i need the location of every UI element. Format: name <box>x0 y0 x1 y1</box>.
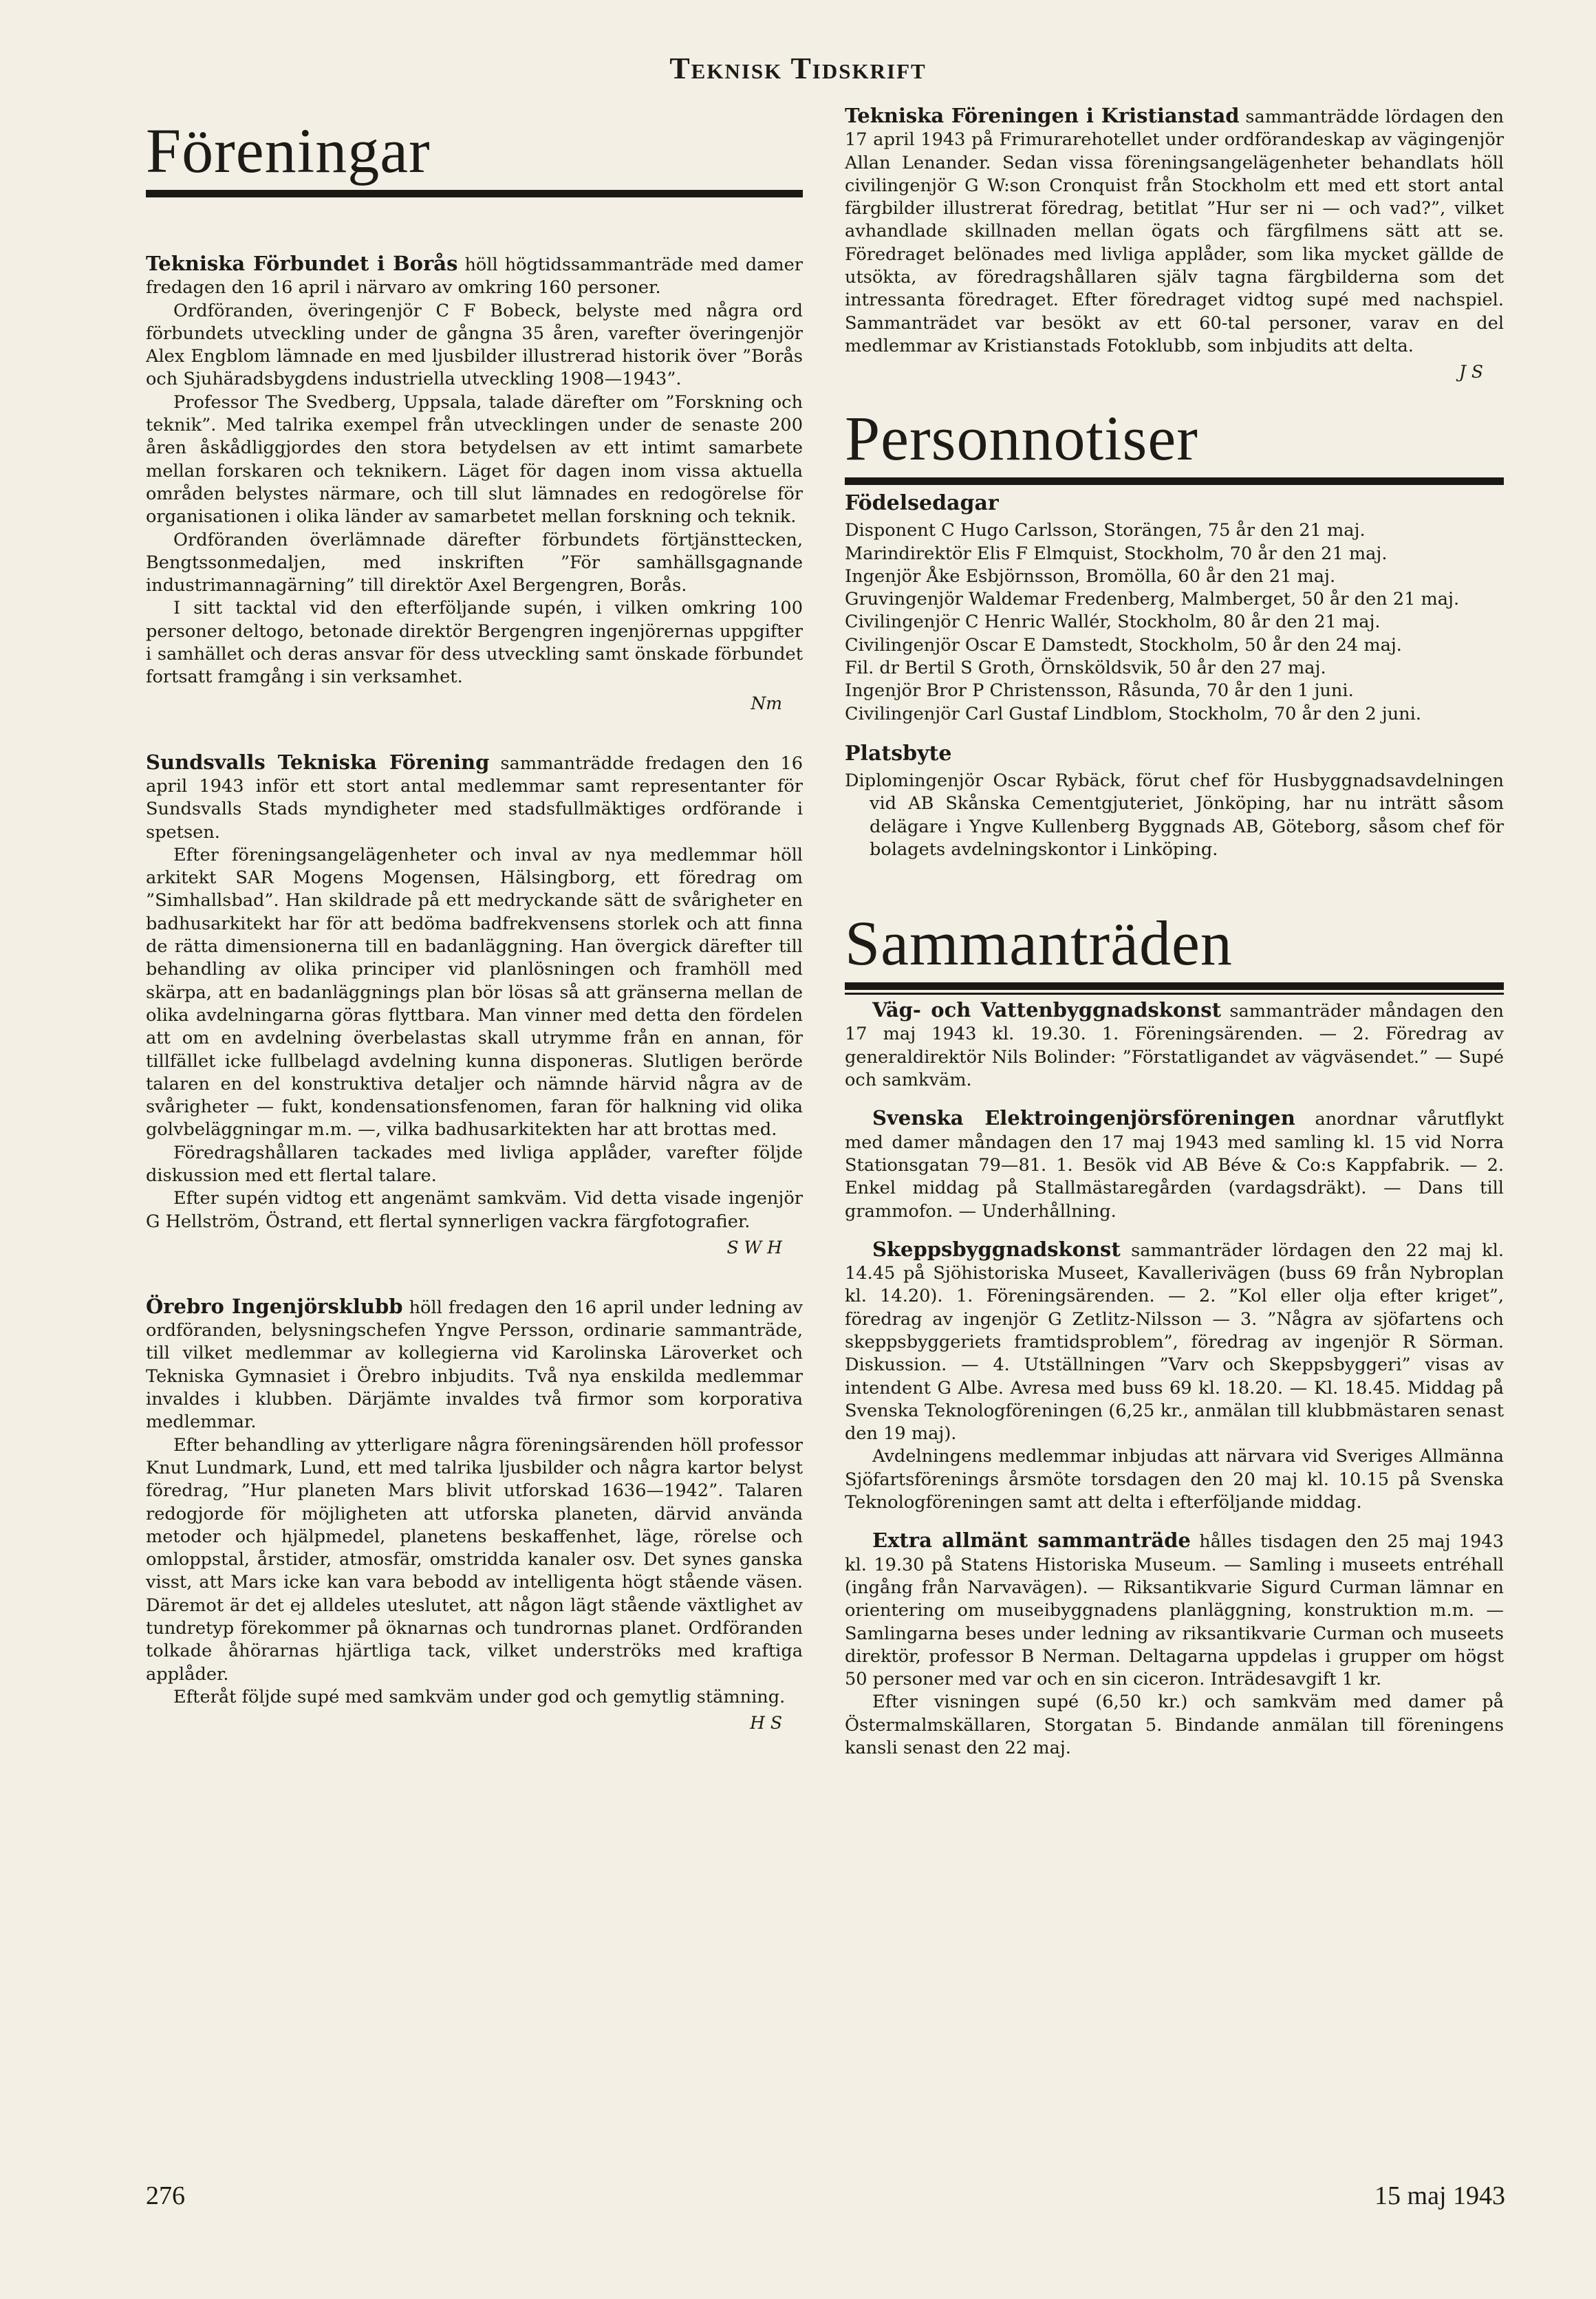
section-heading-personnotiser: Personnotiser <box>845 403 1198 474</box>
birthday-entry: Ingenjör Bror P Christensson, Råsunda, 70 år den 1 juni. <box>845 680 1354 702</box>
article-paragraph: Professor The Svedberg, Uppsala, talade därefter om ”Forskning och teknik”. Med talrika exempel från utvecklingen under de senaste 200 åren åskådliggjordes den stora betydelsen av ett intimt samarbete mellan forskaren och teknikern. Läget för dagen inom vissa aktuella områden belystes närmare, och till slut lämnades en redogörelse för organisationen i olika länder av samarbetet mellan forskning och teknik. <box>146 391 803 528</box>
organization-name: Väg- och Vattenbyggnadskonst <box>872 998 1222 1022</box>
article-kristianstad <box>845 105 1504 384</box>
article-paragraph: Ordföranden, överingenjör C F Bobeck, belyste med några ord förbundets utveckling under de gångna 35 åren, varefter överingenjör Alex Engblom lämnade en med ljusbilder illustrerad historik över ”Borås och Sjuhäradsbygdens industriella utveckling 1908—1943”. <box>146 300 803 390</box>
article-sundsvall <box>146 751 803 1260</box>
issue-date: 15 maj 1943 <box>1374 2181 1505 2210</box>
job-change-section <box>845 741 1504 861</box>
organization-name: Skeppsbyggnadskonst <box>872 1237 1121 1261</box>
heading-rule <box>146 190 803 197</box>
heading-rule-thin <box>845 993 1504 995</box>
journal-title: Teknisk Tidskrift <box>669 52 927 85</box>
birthdays-title: Födelsedagar <box>845 491 999 516</box>
meeting-extra <box>845 1529 1504 1760</box>
heading-rule <box>845 982 1504 990</box>
article-paragraph: Efter behandling av ytterligare några föreningsärenden höll professor Knut Lundmark, Lund, ett med talrika ljusbilder och några kartor belyst föredrag, ”Hur planeten Mars blivit utforskad 1636—1942”. Talaren redogjorde för möjligheten att utforska planeten, därvid använda metoder och hjälpmedel, planetens beskaffenhet, läge, rörelse och omloppstal, årstider, atmosfär, omstridda kanaler osv. Det synes ganska visst, att Mars icke kan vara bebodd av intelligenta högt stående väsen. Däremot är det ej alldeles uteslutet, att någon lägt stående växtlighet av tundretyp förekommer på öknarnas och tundrornas planet. Ordföranden tolkade åhörarnas hjärtliga tack, vilket underströks med kraftiga applåder. <box>146 1434 803 1685</box>
meeting-skepp <box>845 1238 1504 1515</box>
birthdays-section <box>845 490 1504 726</box>
page-number: 276 <box>146 2181 185 2210</box>
job-change-title: Platsbyte <box>845 741 952 766</box>
birthday-entry: Ingenjör Åke Esbjörnsson, Bromölla, 60 år den 21 maj. <box>845 565 1336 587</box>
meeting-paragraph: Avdelningens medlemmar inbjudas att närvara vid Sveriges Allmänna Sjöfartsförenings årsmöte torsdagen den 20 maj kl. 10.15 på Svenska Teknologföreningen samt att delta i efterföljande middag. <box>845 1446 1504 1513</box>
article-paragraph: Tekniska Förbundet i Borås höll högtidssammanträde med damer fredagen den 16 april i närvaro av omkring 160 personer. <box>146 252 804 299</box>
article-paragraph: Tekniska Föreningen i Kristianstad sammanträdde lördagen den 17 april 1943 på Frimurarehotellet under ordförandeskap av vägingenjör Allan Lenander. Sedan vissa föreningsangelägenheter behandlats höll civilingenjör G W:son Cronquist från Stockholm ett med ett stort antal färgbilder illustrerat föredrag, betitlat ”Hur ser ni — och vad?”, vilket avhandlade skillnaden mellan ögats och färgfilmens sätt att se. Föredraget belönades med livliga applåder, som lika mycket gällde de utsökta, av föredragshållaren själv tagna färgbilderna som det intressanta föredraget. Efter föredraget vidtog supé med nachspiel. Sammanträdet var besökt av ett 60-tal personer, varav en del medlemmar av Kristianstads Fotoklubb, som inbjudits att delta. <box>845 104 1504 356</box>
section-heading-foreningar: Föreningar <box>146 116 431 186</box>
organization-name: Örebro Ingenjörsklubb <box>146 1294 403 1318</box>
birthday-entry: Civilingenjör C Henric Wallér, Stockholm, 80 år den 21 maj. <box>845 612 1381 633</box>
author-signature: H S <box>750 1713 782 1734</box>
organization-name: Svenska Elektroingenjörsföreningen <box>872 1106 1295 1130</box>
author-signature: Nm <box>751 693 782 713</box>
article-paragraph: Ordföranden överlämnade därefter förbundets förtjänsttecken, Bengtssonmedaljen, med inskriften ”För samhällsgagnande industrimannagärning” till direktör Axel Bergengren, Borås. <box>146 529 803 596</box>
article-paragraph: Föredragshållaren tackades med livliga applåder, varefter följde diskussion med ett flertal talare. <box>146 1142 803 1186</box>
birthday-entry: Fil. dr Bertil S Groth, Örnsköldsvik, 50 år den 27 maj. <box>845 658 1326 679</box>
article-boras <box>146 252 803 715</box>
meeting-paragraph: Efter visningen supé (6,50 kr.) och samkväm med damer på Östermalmskällaren, Storgatan 5. Bindande anmälan till föreningens kansli senast den 22 maj. <box>845 1692 1504 1759</box>
left-column <box>146 117 803 1771</box>
meeting-vag <box>845 999 1504 1092</box>
author-signature: S W H <box>726 1237 782 1258</box>
section-heading-sammantraden: Sammanträden <box>845 908 1233 979</box>
job-change-entry: Diplomingenjör Oscar Rybäck, förut chef för Husbyggnadsavdelningen vid AB Skånska Cementgjuteriet, Jönköping, har nu inträtt såsom delägare i Yngve Kullenberg Byggnads AB, Göteborg, såsom chef för bolagets avdelningskontor i Linköping. <box>845 770 1504 860</box>
article-orebro <box>146 1295 803 1735</box>
article-paragraph: I sitt tacktal vid den efterföljande supén, i vilken omkring 100 personer deltogo, betonade direktör Bergengren ingenjörernas uppgifter i samhället och deras ansvar för dess utveckling samt önskade förbundet fortsatt framgång i sin verksamhet. <box>146 598 803 688</box>
meeting-paragraph: Väg- och Vattenbyggnadskonst sammanträder måndagen den 17 maj 1943 kl. 19.30. 1. Föreningsärenden. — 2. Föredrag av generaldirektör Nils Bolinder: ”Förstatligandet av vägväsendet.” — Supé och samkväm. <box>845 998 1504 1091</box>
article-paragraph: Sundsvalls Tekniska Förening sammanträdde fredagen den 16 april 1943 inför ett stort antal medlemmar samt representanter för Sundsvalls Stads myndigheter med stadsfullmäktiges ordförande i spetsen. <box>146 750 803 843</box>
birthday-entry: Civilingenjör Oscar E Damstedt, Stockholm, 50 år den 24 maj. <box>845 634 1402 656</box>
birthday-entry: Gruvingenjör Waldemar Fredenberg, Malmberget, 50 år den 21 maj. <box>845 589 1460 610</box>
meeting-paragraph: Svenska Elektroingenjörsföreningen anordnar vårutflykt med damer måndagen den 17 maj 1943 med samling kl. 15 vid Norra Stationsgatan 79—81. 1. Besök vid AB Béve & Co:s Kappfabrik. — 2. Enkel middag på Stallmästaregården (vardagsdräkt). — Dans till grammofon. — Underhållning. <box>845 1106 1505 1222</box>
birthday-entry: Disponent C Hugo Carlsson, Storängen, 75 år den 21 maj. <box>845 520 1366 541</box>
meeting-paragraph: Extra allmänt sammanträde hålles tisdagen den 25 maj 1943 kl. 19.30 på Statens Historiska Museum. — Samling i museets entréhall (ingång från Narvavägen). — Riksantikvarie Sigurd Curman lämnar en orientering om museibyggnadens planläggning, konstruktion m.m. — Samlingarna beses under ledning av riksantikvarie Curman och museets direktör, professor B Nerman. Deltagarna uppdelas i grupper om högst 50 personer med var och en sin ciceron. Inträdesavgift 1 kr. <box>845 1529 1504 1690</box>
article-paragraph: Efter föreningsangelägenheter och inval av nya medlemmar höll arkitekt SAR Mogens Mogensen, Hälsingborg, ett föredrag om ”Simhallsbad”. Han skildrade på ett medryckande sätt de svårigheter en badhusarkitekt har för att bedöma badfrekvensens storlek och att finna de rätta dimensionerna till en badanläggning. Han övergick därefter till behandling av olika principer vid planlösningen och framhöll med skärpa, att en badanläggnings plan bör lösas så att gränserna mellan de olika avdelningarna göras flyttbara. Man vinner med detta den fördelen att om en avdelning överbelastas skall utrymme från en annan, för tillfället icke fullbelagd avdelning kunna disponeras. Slutligen berörde talaren en del konstruktiva detaljer och nämnde härvid några av de svårigheter — fukt, kondensationsfenomen, faran för halkning vid olika golvbeläggningar m.m. —, vilka badhusarkitekten har att brottas med. <box>146 844 803 1141</box>
article-paragraph: Örebro Ingenjörsklubb höll fredagen den 16 april under ledning av ordföranden, belysningschefen Yngve Persson, ordinarie sammanträde, till vilket medlemmar av kollegierna vid Karolinska Läroverket och Tekniska Gymnasiet i Örebro inbjudits. Två nya enskilda medlemmar invaldes i klubben. Därjämte invaldes två firmor som korporativa medlemmar. <box>146 1294 804 1433</box>
birthday-entry: Marindirektör Elis F Elmquist, Stockholm, 70 år den 21 maj. <box>845 543 1388 564</box>
organization-name: Sundsvalls Tekniska Förening <box>146 750 490 774</box>
heading-rule <box>845 477 1504 485</box>
organization-name: Tekniska Förbundet i Borås <box>146 252 458 275</box>
birthday-entry: Civilingenjör Carl Gustaf Lindblom, Stockholm, 70 år den 2 juni. <box>845 703 1421 724</box>
right-column <box>845 105 1504 1775</box>
meeting-paragraph: Skeppsbyggnadskonst sammanträder lördagen den 22 maj kl. 14.45 på Sjöhistoriska Museet, Kavallerivägen (buss 69 från Nybroplan kl. 14.20). 1. Föreningsärenden. — 2. ”Kol eller olja efter kriget”, föredrag av ingenjör G Zetlitz-Nilsson — 3. ”Några av sjöfartens och skeppsbyggeriets framtidsproblem”, föredrag av ingenjör R Sörman. Diskussion. — 4. Utställningen ”Varv och Skeppsbyggeri” visas av intendent G Albe. Avresa med buss 69 kl. 18.20. — Kl. 18.45. Middag på Svenska Teknologföreningen (6,25 kr., anmälan till klubbmästaren senast den 19 maj). <box>845 1237 1504 1445</box>
article-paragraph: Efter supén vidtog ett angenämt samkväm. Vid detta visade ingenjör G Hellström, Östrand, ett flertal synnerligen vackra färgfotografier. <box>146 1188 803 1232</box>
meeting-elektro <box>845 1107 1504 1222</box>
author-signature: J S <box>1458 362 1483 382</box>
article-paragraph: Efteråt följde supé med samkväm under god och gemytlig stämning. <box>173 1686 786 1707</box>
organization-name: Tekniska Föreningen i Kristianstad <box>845 104 1240 127</box>
organization-name: Extra allmänt sammanträde <box>872 1529 1191 1553</box>
